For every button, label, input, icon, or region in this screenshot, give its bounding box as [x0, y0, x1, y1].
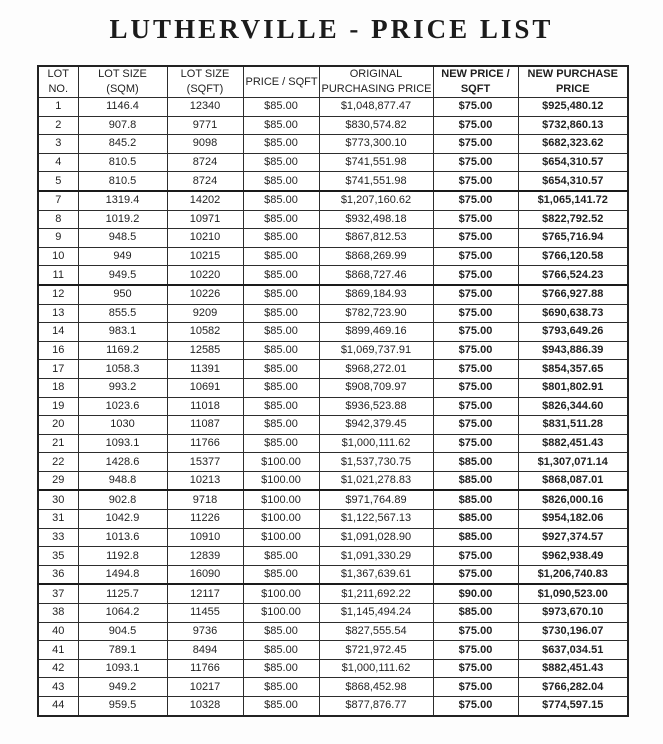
table-row	[38, 191, 628, 210]
table-row	[38, 565, 628, 584]
cell-sqft: 11226	[167, 510, 243, 529]
cell-sqm: 1192.8	[78, 547, 167, 566]
cell-new_total: $637,034.51	[518, 641, 628, 660]
cell-new_rate: $90.00	[433, 584, 518, 603]
cell-sqm: 1494.8	[78, 565, 167, 584]
cell-lot: 1	[38, 98, 78, 117]
cell-sqm: 1428.6	[78, 453, 167, 472]
cell-sqft: 12839	[167, 547, 243, 566]
cell-new_total: $831,511.28	[518, 416, 628, 435]
cell-sqft: 12340	[167, 98, 243, 117]
cell-lot: 10	[38, 247, 78, 266]
cell-rate: $85.00	[243, 547, 319, 566]
cell-lot: 44	[38, 697, 78, 716]
header-new-price-sqft: NEW PRICE / SQFT	[433, 66, 518, 98]
cell-rate: $85.00	[243, 434, 319, 453]
cell-original: $741,551.98	[319, 172, 433, 191]
cell-original: $877,876.77	[319, 697, 433, 716]
cell-lot: 35	[38, 547, 78, 566]
cell-rate: $85.00	[243, 98, 319, 117]
cell-new_total: $765,716.94	[518, 229, 628, 248]
cell-sqm: 902.8	[78, 490, 167, 509]
cell-lot: 19	[38, 397, 78, 416]
table-row	[38, 229, 628, 248]
cell-new_total: $654,310.57	[518, 153, 628, 172]
cell-new_total: $766,120.58	[518, 247, 628, 266]
cell-new_rate: $75.00	[433, 434, 518, 453]
table-row	[38, 641, 628, 660]
cell-lot: 29	[38, 471, 78, 490]
cell-lot: 11	[38, 266, 78, 285]
table-row	[38, 697, 628, 716]
cell-new_rate: $75.00	[433, 247, 518, 266]
cell-rate: $100.00	[243, 453, 319, 472]
table-row	[38, 584, 628, 603]
cell-sqm: 810.5	[78, 153, 167, 172]
cell-sqm: 1319.4	[78, 191, 167, 210]
cell-original: $1,048,877.47	[319, 98, 433, 117]
cell-sqft: 10226	[167, 285, 243, 304]
cell-new_rate: $75.00	[433, 547, 518, 566]
cell-lot: 38	[38, 604, 78, 623]
cell-rate: $85.00	[243, 304, 319, 323]
table-row	[38, 116, 628, 135]
cell-original: $942,379.45	[319, 416, 433, 435]
cell-new_rate: $75.00	[433, 697, 518, 716]
cell-sqm: 1125.7	[78, 584, 167, 603]
cell-original: $1,537,730.75	[319, 453, 433, 472]
cell-original: $867,812.53	[319, 229, 433, 248]
cell-rate: $85.00	[243, 210, 319, 229]
cell-new_rate: $75.00	[433, 266, 518, 285]
cell-new_rate: $75.00	[433, 191, 518, 210]
table-row	[38, 341, 628, 360]
table-row	[38, 98, 628, 117]
table-row	[38, 510, 628, 529]
cell-sqm: 993.2	[78, 378, 167, 397]
cell-rate: $85.00	[243, 341, 319, 360]
cell-original: $1,367,639.61	[319, 565, 433, 584]
cell-rate: $85.00	[243, 191, 319, 210]
cell-new_total: $868,087.01	[518, 471, 628, 490]
table-row	[38, 285, 628, 304]
table-row	[38, 678, 628, 697]
table-row	[38, 453, 628, 472]
cell-new_total: $654,310.57	[518, 172, 628, 191]
cell-lot: 13	[38, 304, 78, 323]
cell-sqm: 845.2	[78, 135, 167, 154]
cell-sqft: 8494	[167, 641, 243, 660]
cell-rate: $85.00	[243, 285, 319, 304]
cell-new_total: $732,860.13	[518, 116, 628, 135]
cell-sqm: 855.5	[78, 304, 167, 323]
cell-new_total: $943,886.39	[518, 341, 628, 360]
cell-sqm: 907.8	[78, 116, 167, 135]
cell-sqft: 9209	[167, 304, 243, 323]
cell-sqft: 14202	[167, 191, 243, 210]
cell-original: $868,452.98	[319, 678, 433, 697]
cell-original: $868,269.99	[319, 247, 433, 266]
cell-sqft: 11455	[167, 604, 243, 623]
table-row	[38, 360, 628, 379]
table-row	[38, 397, 628, 416]
cell-new_rate: $75.00	[433, 229, 518, 248]
cell-rate: $100.00	[243, 471, 319, 490]
cell-new_total: $682,323.62	[518, 135, 628, 154]
cell-sqm: 950	[78, 285, 167, 304]
cell-rate: $85.00	[243, 229, 319, 248]
table-row	[38, 135, 628, 154]
cell-lot: 4	[38, 153, 78, 172]
cell-sqft: 9736	[167, 622, 243, 641]
cell-lot: 18	[38, 378, 78, 397]
cell-rate: $100.00	[243, 510, 319, 529]
cell-sqm: 1093.1	[78, 659, 167, 678]
cell-original: $1,091,330.29	[319, 547, 433, 566]
cell-sqm: 789.1	[78, 641, 167, 660]
cell-sqft: 10213	[167, 471, 243, 490]
cell-sqm: 983.1	[78, 323, 167, 342]
cell-original: $899,469.16	[319, 323, 433, 342]
cell-original: $868,727.46	[319, 266, 433, 285]
cell-original: $1,021,278.83	[319, 471, 433, 490]
cell-sqft: 16090	[167, 565, 243, 584]
cell-sqft: 15377	[167, 453, 243, 472]
cell-sqm: 949.5	[78, 266, 167, 285]
cell-lot: 7	[38, 191, 78, 210]
cell-lot: 21	[38, 434, 78, 453]
page-title: LUTHERVILLE - PRICE LIST	[109, 14, 554, 44]
cell-lot: 36	[38, 565, 78, 584]
header-lot-no: LOT NO.	[38, 66, 78, 98]
cell-new_rate: $75.00	[433, 341, 518, 360]
cell-sqm: 1064.2	[78, 604, 167, 623]
table-row	[38, 378, 628, 397]
table-row	[38, 604, 628, 623]
cell-new_rate: $75.00	[433, 378, 518, 397]
cell-sqft: 12585	[167, 341, 243, 360]
table-row	[38, 416, 628, 435]
table-row	[38, 210, 628, 229]
cell-new_total: $1,206,740.83	[518, 565, 628, 584]
cell-new_rate: $75.00	[433, 659, 518, 678]
cell-original: $721,972.45	[319, 641, 433, 660]
table-row	[38, 471, 628, 490]
table-row	[38, 323, 628, 342]
cell-new_total: $801,802.91	[518, 378, 628, 397]
cell-new_total: $730,196.07	[518, 622, 628, 641]
cell-new_rate: $75.00	[433, 116, 518, 135]
cell-sqft: 10582	[167, 323, 243, 342]
cell-rate: $100.00	[243, 604, 319, 623]
cell-original: $936,523.88	[319, 397, 433, 416]
cell-rate: $85.00	[243, 659, 319, 678]
cell-new_total: $854,357.65	[518, 360, 628, 379]
cell-sqft: 11766	[167, 659, 243, 678]
table-row	[38, 547, 628, 566]
table-row	[38, 622, 628, 641]
cell-original: $908,709.97	[319, 378, 433, 397]
cell-original: $773,300.10	[319, 135, 433, 154]
cell-new_total: $1,307,071.14	[518, 453, 628, 472]
cell-new_total: $1,090,523.00	[518, 584, 628, 603]
cell-lot: 22	[38, 453, 78, 472]
cell-sqm: 904.5	[78, 622, 167, 641]
header-row	[38, 66, 628, 98]
cell-rate: $85.00	[243, 116, 319, 135]
cell-new_rate: $85.00	[433, 604, 518, 623]
cell-lot: 14	[38, 323, 78, 342]
cell-new_rate: $75.00	[433, 98, 518, 117]
table-row	[38, 172, 628, 191]
cell-rate: $85.00	[243, 397, 319, 416]
cell-new_rate: $85.00	[433, 490, 518, 509]
cell-sqft: 8724	[167, 172, 243, 191]
cell-new_rate: $85.00	[433, 453, 518, 472]
cell-new_rate: $75.00	[433, 172, 518, 191]
cell-new_total: $774,597.15	[518, 697, 628, 716]
cell-rate: $100.00	[243, 584, 319, 603]
cell-original: $1,122,567.13	[319, 510, 433, 529]
cell-new_rate: $75.00	[433, 323, 518, 342]
cell-original: $827,555.54	[319, 622, 433, 641]
cell-sqm: 948.8	[78, 471, 167, 490]
cell-rate: $85.00	[243, 565, 319, 584]
cell-new_rate: $85.00	[433, 528, 518, 547]
cell-sqm: 810.5	[78, 172, 167, 191]
cell-sqft: 9098	[167, 135, 243, 154]
cell-original: $830,574.82	[319, 116, 433, 135]
cell-new_rate: $75.00	[433, 678, 518, 697]
cell-original: $1,069,737.91	[319, 341, 433, 360]
header-original-purchasing-price: ORIGINAL PURCHASING PRICE	[319, 66, 433, 98]
cell-sqft: 9771	[167, 116, 243, 135]
cell-lot: 2	[38, 116, 78, 135]
cell-rate: $85.00	[243, 678, 319, 697]
cell-new_rate: $75.00	[433, 210, 518, 229]
cell-new_total: $954,182.06	[518, 510, 628, 529]
cell-sqm: 1146.4	[78, 98, 167, 117]
cell-new_total: $766,524.23	[518, 266, 628, 285]
cell-rate: $85.00	[243, 641, 319, 660]
cell-sqm: 1058.3	[78, 360, 167, 379]
cell-lot: 8	[38, 210, 78, 229]
cell-original: $741,551.98	[319, 153, 433, 172]
cell-lot: 12	[38, 285, 78, 304]
cell-lot: 3	[38, 135, 78, 154]
cell-sqft: 11018	[167, 397, 243, 416]
cell-sqft: 12117	[167, 584, 243, 603]
cell-new_rate: $75.00	[433, 135, 518, 154]
cell-sqft: 9718	[167, 490, 243, 509]
cell-sqm: 959.5	[78, 697, 167, 716]
cell-rate: $85.00	[243, 622, 319, 641]
table-row	[38, 490, 628, 509]
cell-new_total: $822,792.52	[518, 210, 628, 229]
cell-sqm: 1023.6	[78, 397, 167, 416]
cell-lot: 43	[38, 678, 78, 697]
table-row	[38, 153, 628, 172]
cell-original: $1,000,111.62	[319, 434, 433, 453]
cell-sqft: 10217	[167, 678, 243, 697]
cell-sqft: 10215	[167, 247, 243, 266]
cell-lot: 31	[38, 510, 78, 529]
cell-rate: $85.00	[243, 697, 319, 716]
cell-sqm: 1019.2	[78, 210, 167, 229]
cell-sqm: 1042.9	[78, 510, 167, 529]
table-row	[38, 528, 628, 547]
cell-new_rate: $85.00	[433, 471, 518, 490]
cell-sqft: 11766	[167, 434, 243, 453]
cell-original: $932,498.18	[319, 210, 433, 229]
cell-original: $968,272.01	[319, 360, 433, 379]
cell-new_total: $973,670.10	[518, 604, 628, 623]
cell-lot: 40	[38, 622, 78, 641]
cell-sqft: 10910	[167, 528, 243, 547]
table-row	[38, 304, 628, 323]
cell-lot: 33	[38, 528, 78, 547]
cell-original: $971,764.89	[319, 490, 433, 509]
cell-new_total: $690,638.73	[518, 304, 628, 323]
cell-sqft: 10220	[167, 266, 243, 285]
cell-new_total: $882,451.43	[518, 659, 628, 678]
cell-lot: 5	[38, 172, 78, 191]
cell-sqft: 11087	[167, 416, 243, 435]
cell-sqm: 1030	[78, 416, 167, 435]
cell-rate: $85.00	[243, 172, 319, 191]
cell-new_total: $766,282.04	[518, 678, 628, 697]
cell-new_total: $927,374.57	[518, 528, 628, 547]
price-list-table	[37, 65, 629, 717]
cell-new_rate: $85.00	[433, 510, 518, 529]
cell-rate: $85.00	[243, 153, 319, 172]
cell-new_total: $826,000.16	[518, 490, 628, 509]
cell-sqm: 948.5	[78, 229, 167, 248]
cell-original: $1,145,494.24	[319, 604, 433, 623]
cell-original: $1,000,111.62	[319, 659, 433, 678]
header-lot-size-sqm: LOT SIZE (SQM)	[78, 66, 167, 98]
cell-rate: $85.00	[243, 360, 319, 379]
header-price-sqft: PRICE / SQFT	[243, 66, 319, 98]
cell-rate: $100.00	[243, 528, 319, 547]
cell-sqm: 1013.6	[78, 528, 167, 547]
cell-rate: $85.00	[243, 247, 319, 266]
cell-lot: 20	[38, 416, 78, 435]
cell-sqft: 10328	[167, 697, 243, 716]
cell-rate: $85.00	[243, 416, 319, 435]
cell-sqft: 11391	[167, 360, 243, 379]
cell-rate: $85.00	[243, 135, 319, 154]
cell-new_total: $962,938.49	[518, 547, 628, 566]
cell-lot: 16	[38, 341, 78, 360]
cell-new_total: $793,649.26	[518, 323, 628, 342]
cell-new_rate: $75.00	[433, 153, 518, 172]
cell-sqft: 10971	[167, 210, 243, 229]
cell-sqm: 1093.1	[78, 434, 167, 453]
table-row	[38, 659, 628, 678]
table-row	[38, 266, 628, 285]
cell-sqm: 949	[78, 247, 167, 266]
cell-new_rate: $75.00	[433, 304, 518, 323]
cell-sqft: 10210	[167, 229, 243, 248]
cell-sqft: 10691	[167, 378, 243, 397]
table-row	[38, 434, 628, 453]
cell-new_rate: $75.00	[433, 285, 518, 304]
cell-new_total: $826,344.60	[518, 397, 628, 416]
cell-new_rate: $75.00	[433, 565, 518, 584]
cell-new_rate: $75.00	[433, 622, 518, 641]
cell-original: $869,184.93	[319, 285, 433, 304]
cell-rate: $85.00	[243, 378, 319, 397]
cell-new_rate: $75.00	[433, 397, 518, 416]
table-row	[38, 247, 628, 266]
cell-new_total: $925,480.12	[518, 98, 628, 117]
cell-lot: 41	[38, 641, 78, 660]
cell-lot: 17	[38, 360, 78, 379]
cell-original: $1,091,028.90	[319, 528, 433, 547]
cell-new_total: $766,927.88	[518, 285, 628, 304]
cell-original: $782,723.90	[319, 304, 433, 323]
cell-sqft: 8724	[167, 153, 243, 172]
cell-rate: $85.00	[243, 266, 319, 285]
header-new-purchase-price: NEW PURCHASE PRICE	[518, 66, 628, 98]
cell-sqm: 1169.2	[78, 341, 167, 360]
cell-new_rate: $75.00	[433, 360, 518, 379]
cell-lot: 9	[38, 229, 78, 248]
cell-rate: $100.00	[243, 490, 319, 509]
cell-sqm: 949.2	[78, 678, 167, 697]
cell-new_rate: $75.00	[433, 641, 518, 660]
cell-lot: 37	[38, 584, 78, 603]
cell-new_rate: $75.00	[433, 416, 518, 435]
cell-new_total: $1,065,141.72	[518, 191, 628, 210]
cell-lot: 30	[38, 490, 78, 509]
cell-original: $1,207,160.62	[319, 191, 433, 210]
cell-original: $1,211,692.22	[319, 584, 433, 603]
cell-lot: 42	[38, 659, 78, 678]
cell-new_total: $882,451.43	[518, 434, 628, 453]
cell-rate: $85.00	[243, 323, 319, 342]
header-lot-size-sqft: LOT SIZE (SQFT)	[167, 66, 243, 98]
